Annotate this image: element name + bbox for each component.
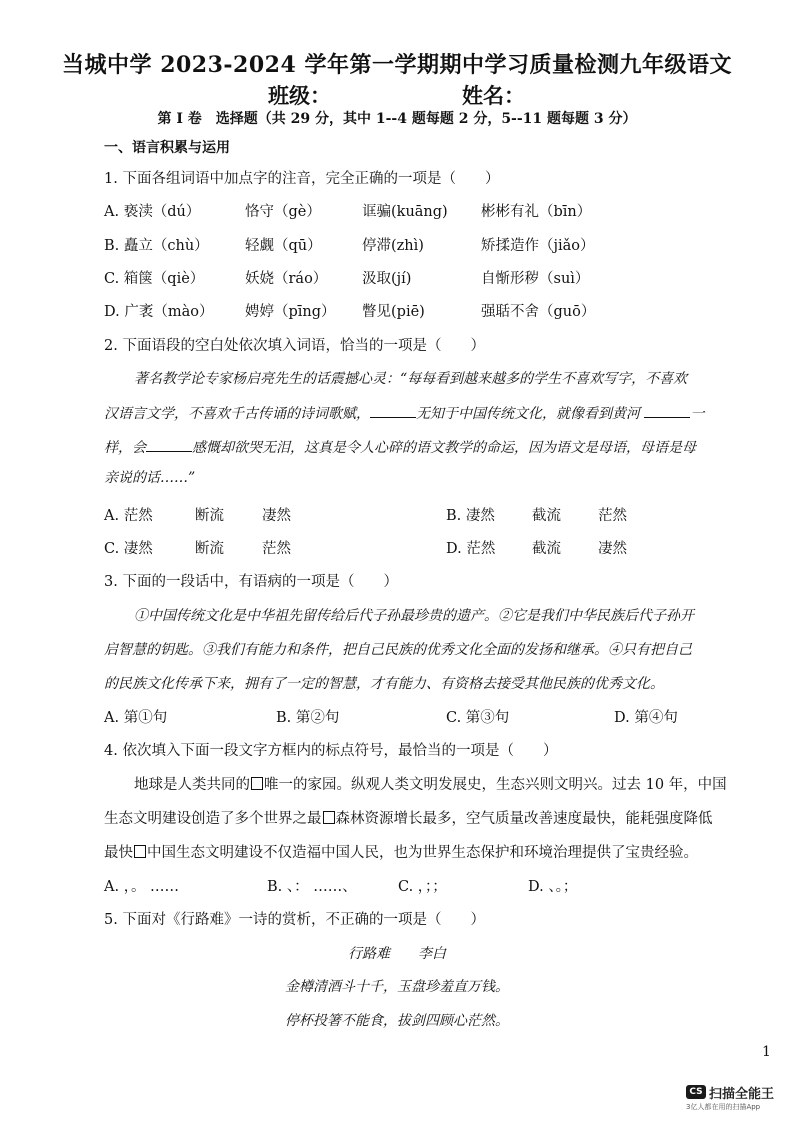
q1-d-3: 瞥见(piē) bbox=[362, 304, 425, 320]
q2-opt-a-2: 断流 bbox=[195, 508, 224, 524]
q2-passage-line4: 亲说的话……” bbox=[104, 470, 196, 486]
page-number: 1 bbox=[762, 1044, 771, 1060]
q2-opt-d-3: 凄然 bbox=[598, 541, 627, 557]
q2-opt-c-1: C. 凄然 bbox=[104, 541, 153, 557]
q2-opt-c-2: 断流 bbox=[195, 541, 224, 557]
q1-a-4: 彬彬有礼（bīn） bbox=[481, 204, 592, 220]
q2-passage-line1: 著名教学论专家杨启亮先生的话震撼心灵：“每每看到越来越多的学生不喜欢写字，不喜欢 bbox=[134, 371, 688, 387]
q1-c-3: 汲取(jí) bbox=[362, 271, 412, 287]
poem-line-1: 金樽清酒斗十千，玉盘珍羞直万钱。 bbox=[285, 979, 509, 995]
q1-d-4: 强聒不舍（guō） bbox=[481, 304, 596, 320]
q2-opt-a-1: A. 茫然 bbox=[104, 508, 153, 524]
q3-opt-b: B. 第②句 bbox=[276, 710, 340, 726]
scanner-app-tagline: 3亿人都在用的扫描App bbox=[686, 1103, 761, 1111]
q2-opt-a-3: 凄然 bbox=[262, 508, 291, 524]
q1-d-1: D. 广袤（mào） bbox=[104, 304, 214, 320]
q4-passage-line1: 地球是人类共同的 唯一的家园。纵观人类文明发展史，生态兴则文明兴。过去 10 年，中国 bbox=[134, 777, 727, 793]
q1-a-2: 恪守（gè） bbox=[245, 204, 321, 220]
blank-2 bbox=[644, 403, 690, 418]
q4-opt-d: D. 、。； bbox=[528, 879, 578, 895]
q4-passage-line2: 生态文明建设创造了多个世界之最 森林资源增长最多，空气质量改善速度最快，能耗强度降低 bbox=[104, 811, 713, 827]
q1-a-3: 诓骗(kuāng) bbox=[362, 204, 448, 220]
poem-title: 行路难 李白 bbox=[348, 946, 446, 962]
q4-opt-c: C. ，；； bbox=[398, 879, 447, 895]
name-label: 姓名： bbox=[462, 83, 525, 108]
q3-opt-a: A. 第①句 bbox=[104, 710, 168, 726]
q3-stem: 3. 下面的一段话中，有语病的一项是（ ） bbox=[104, 574, 398, 590]
punct-box-3 bbox=[134, 845, 146, 858]
q4-stem: 4. 依次填入下面一段文字方框内的标点符号，最恰当的一项是（ ） bbox=[104, 743, 558, 759]
q3-passage-line1: ①中国传统文化是中华祖先留传给后代子孙最珍贵的遗产。②它是我们中华民族后代子孙开 bbox=[134, 608, 694, 624]
q1-b-4: 矫揉造作（jiǎo） bbox=[481, 238, 595, 254]
exam-title: 当城中学 2023-2024 学年第一学期期中学习质量检测九年级语文 bbox=[62, 52, 732, 78]
q1-a-1: A. 亵渎（dú） bbox=[104, 204, 201, 220]
q1-c-4: 自惭形秽（suì） bbox=[481, 271, 590, 287]
punct-box-2 bbox=[323, 811, 335, 824]
blank-1 bbox=[370, 403, 416, 418]
q5-stem: 5. 下面对《行路难》一诗的赏析，不正确的一项是（ ） bbox=[104, 912, 485, 928]
q1-b-1: B. 矗立（chù） bbox=[104, 238, 209, 254]
q3-passage-line2: 启智慧的钥匙。③我们有能力和条件，把自己民族的优秀文化全面的发扬和继承。④只有把自己 bbox=[104, 642, 692, 658]
blank-3 bbox=[146, 437, 192, 452]
q3-opt-d: D. 第④句 bbox=[614, 710, 678, 726]
q2-opt-c-3: 茫然 bbox=[262, 541, 291, 557]
camscanner-logo-icon: CS bbox=[686, 1085, 706, 1099]
q2-opt-b-3: 茫然 bbox=[598, 508, 627, 524]
section-title: 第 I 卷 选择题（共 29 分，其中 1--4 题每题 2 分，5--11 题每题 3 分） bbox=[157, 111, 637, 127]
q2-opt-b-1: B. 凄然 bbox=[446, 508, 495, 524]
poem-line-2: 停杯投箸不能食，拔剑四顾心茫然。 bbox=[285, 1013, 509, 1029]
q1-d-2: 娉婷（pīng） bbox=[245, 304, 336, 320]
q1-c-2: 妖娆（ráo） bbox=[245, 271, 328, 287]
q2-opt-d-1: D. 茫然 bbox=[446, 541, 496, 557]
q2-opt-d-2: 截流 bbox=[532, 541, 561, 557]
q1-c-1: C. 箱箧（qiè） bbox=[104, 271, 205, 287]
q2-passage-line2: 汉语言文学，不喜欢千古传诵的诗词歌赋， 无知于中国传统文化，就像看到黄河 一 bbox=[104, 403, 704, 423]
q1-stem: 1. 下面各组词语中加点字的注音，完全正确的一项是（ ） bbox=[104, 171, 500, 187]
part-heading: 一、语言积累与运用 bbox=[104, 140, 230, 156]
q3-passage-line3: 的民族文化传承下来，拥有了一定的智慧，才有能力、有资格去接受其他民族的优秀文化。 bbox=[104, 676, 664, 692]
q4-opt-a: A. ，。 …… bbox=[104, 879, 180, 895]
q4-passage-line3: 最快 中国生态文明建设不仅造福中国人民，也为世界生态保护和环境治理提供了宝贵经验。 bbox=[104, 845, 698, 861]
class-label: 班级： bbox=[268, 83, 331, 108]
q3-opt-c: C. 第③句 bbox=[446, 710, 510, 726]
q2-stem: 2. 下面语段的空白处依次填入词语，恰当的一项是（ ） bbox=[104, 338, 485, 354]
q1-b-3: 停滞(zhì) bbox=[362, 238, 424, 254]
q1-b-2: 轻觑（qū） bbox=[245, 238, 322, 254]
punct-box-1 bbox=[251, 777, 263, 790]
q4-opt-b: B. 、： ……、 bbox=[267, 879, 357, 895]
scanner-app-name: 扫描全能王 bbox=[709, 1087, 775, 1102]
q2-opt-b-2: 截流 bbox=[532, 508, 561, 524]
q2-passage-line3: 样，会 感慨却欲哭无泪，这真是令人心碎的语文教学的命运，因为语文是母语，母语是母 bbox=[104, 437, 696, 457]
